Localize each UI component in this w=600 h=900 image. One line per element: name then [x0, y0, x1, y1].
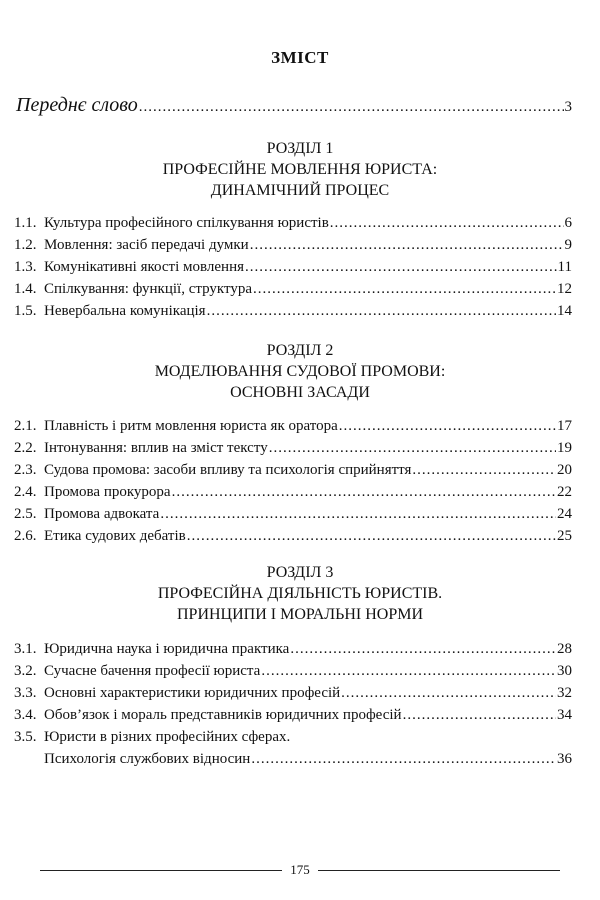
dot-leader — [251, 751, 556, 768]
toc-entry — [14, 215, 572, 232]
toc-entry — [14, 484, 572, 501]
entry-number: 2.5. — [14, 506, 37, 522]
entry-text: Сучасне бачення професії юриста — [44, 663, 261, 679]
dot-leader — [207, 303, 556, 320]
section-title-line: ПРОФЕСІЙНЕ МОВЛЕННЯ ЮРИСТА: — [162, 161, 438, 178]
entry-number: 2.1. — [14, 418, 37, 434]
section-heading-3 — [0, 562, 600, 625]
footer-rule-left — [40, 870, 282, 871]
entry-page: 28 — [557, 641, 572, 657]
entry-text: Промова адвоката — [44, 506, 160, 522]
section-title-line: ДИНАМІЧНИЙ ПРОЦЕС — [210, 182, 390, 199]
section-title-line: ОСНОВНІ ЗАСАДИ — [230, 384, 370, 401]
entry-number: 1.5. — [14, 303, 37, 319]
toc-entry — [14, 707, 572, 724]
entry-page: 24 — [557, 506, 572, 522]
entry-number: 2.4. — [14, 484, 37, 500]
toc-entry-continuation — [44, 751, 572, 768]
entry-page: 6 — [564, 215, 572, 231]
entry-number: 3.2. — [14, 663, 37, 679]
toc-entry — [14, 462, 572, 479]
toc-entry — [14, 685, 572, 702]
toc-entry — [14, 259, 572, 276]
entry-number: 1.4. — [14, 281, 37, 297]
section-title-line: ПРИНЦИПИ І МОРАЛЬНІ НОРМИ — [176, 606, 423, 623]
toc-entry — [14, 528, 572, 545]
dot-leader — [412, 462, 556, 479]
toc-entry — [14, 303, 572, 320]
section-label: РОЗДІЛ 2 — [266, 342, 334, 359]
entry-number: 1.3. — [14, 259, 37, 275]
entry-page: 12 — [557, 281, 572, 297]
dot-leader — [403, 707, 556, 724]
entry-text: Юридична наука і юридична практика — [44, 641, 290, 657]
section-title-line: МОДЕЛЮВАННЯ СУДОВОЇ ПРОМОВИ: — [154, 363, 446, 380]
entry-page: 32 — [557, 685, 572, 701]
entry-text: Мовлення: засіб передачі думки — [44, 237, 249, 253]
entry-number: 2.3. — [14, 462, 37, 478]
entry-text: Основні характеристики юридичних професій — [44, 685, 341, 701]
entry-text: Плавність і ритм мовлення юриста як оратора — [44, 418, 338, 434]
dot-leader — [250, 237, 564, 254]
entry-page: 9 — [564, 237, 572, 253]
dot-leader — [160, 506, 556, 523]
entry-text: Невербальна комунікація — [44, 303, 206, 319]
toc-entry — [14, 440, 572, 457]
toc-entry-foreword — [16, 94, 572, 117]
section-heading-2 — [0, 340, 600, 403]
page-title: ЗМІСТ — [271, 48, 329, 67]
page-footer — [40, 862, 560, 878]
entry-page: 20 — [557, 462, 572, 478]
dot-leader — [339, 418, 556, 435]
dot-leader — [261, 663, 556, 680]
toc-entry — [14, 281, 572, 298]
toc-entry — [14, 663, 572, 680]
entry-number: 1.1. — [14, 215, 37, 231]
toc-entry — [14, 641, 572, 658]
dot-leader — [341, 685, 556, 702]
entry-text: Промова прокурора — [44, 484, 171, 500]
entry-text: Психологія службових відносин — [44, 751, 251, 767]
toc-entry — [14, 237, 572, 254]
entry-text: Комунікативні якості мовлення — [44, 259, 245, 275]
entry-text: Переднє слово — [16, 94, 138, 116]
toc-entry — [14, 506, 572, 523]
entry-number: 3.4. — [14, 707, 37, 723]
dot-leader — [290, 641, 556, 658]
footer-rule-right — [318, 870, 560, 871]
section-heading-1 — [0, 138, 600, 201]
entry-page: 19 — [557, 440, 572, 456]
entry-page: 25 — [557, 528, 572, 544]
dot-leader — [187, 528, 556, 545]
entry-number: 3.5. — [14, 729, 37, 745]
dot-leader — [330, 215, 564, 232]
entry-page: 22 — [557, 484, 572, 500]
entry-text: Інтонування: вплив на зміст тексту — [44, 440, 268, 456]
section-title-line: ПРОФЕСІЙНА ДІЯЛЬНІСТЬ ЮРИСТІВ. — [157, 585, 443, 602]
entry-number: 1.2. — [14, 237, 37, 253]
entry-number: 2.6. — [14, 528, 37, 544]
entry-number: 2.2. — [14, 440, 37, 456]
entry-page: 36 — [557, 751, 572, 767]
entry-page: 3 — [564, 99, 572, 115]
entry-text: Етика судових дебатів — [44, 528, 186, 544]
entry-number: 3.3. — [14, 685, 37, 701]
entry-text: Культура професійного спілкування юристів — [44, 215, 329, 231]
page-number: 175 — [290, 862, 310, 877]
toc-entry — [14, 418, 572, 435]
entry-number: 3.1. — [14, 641, 37, 657]
entry-text: Спілкування: функції, структура — [44, 281, 253, 297]
entry-page: 14 — [557, 303, 572, 319]
dot-leader — [139, 99, 564, 116]
toc-entry — [14, 729, 572, 746]
entry-page: 34 — [557, 707, 572, 723]
entry-page: 30 — [557, 663, 572, 679]
section-label: РОЗДІЛ 3 — [266, 564, 334, 581]
dot-leader — [172, 484, 556, 501]
entry-text: Обов’язок і мораль представників юридичних професій — [44, 707, 402, 723]
entry-page: 11 — [557, 259, 572, 275]
entry-text: Судова промова: засоби впливу та психологія сприйняття — [44, 462, 412, 478]
dot-leader — [245, 259, 557, 276]
dot-leader — [253, 281, 556, 298]
dot-leader — [269, 440, 556, 457]
entry-text: Юристи в різних професійних сферах. — [44, 729, 291, 745]
section-label: РОЗДІЛ 1 — [266, 140, 334, 157]
entry-page: 17 — [557, 418, 572, 434]
